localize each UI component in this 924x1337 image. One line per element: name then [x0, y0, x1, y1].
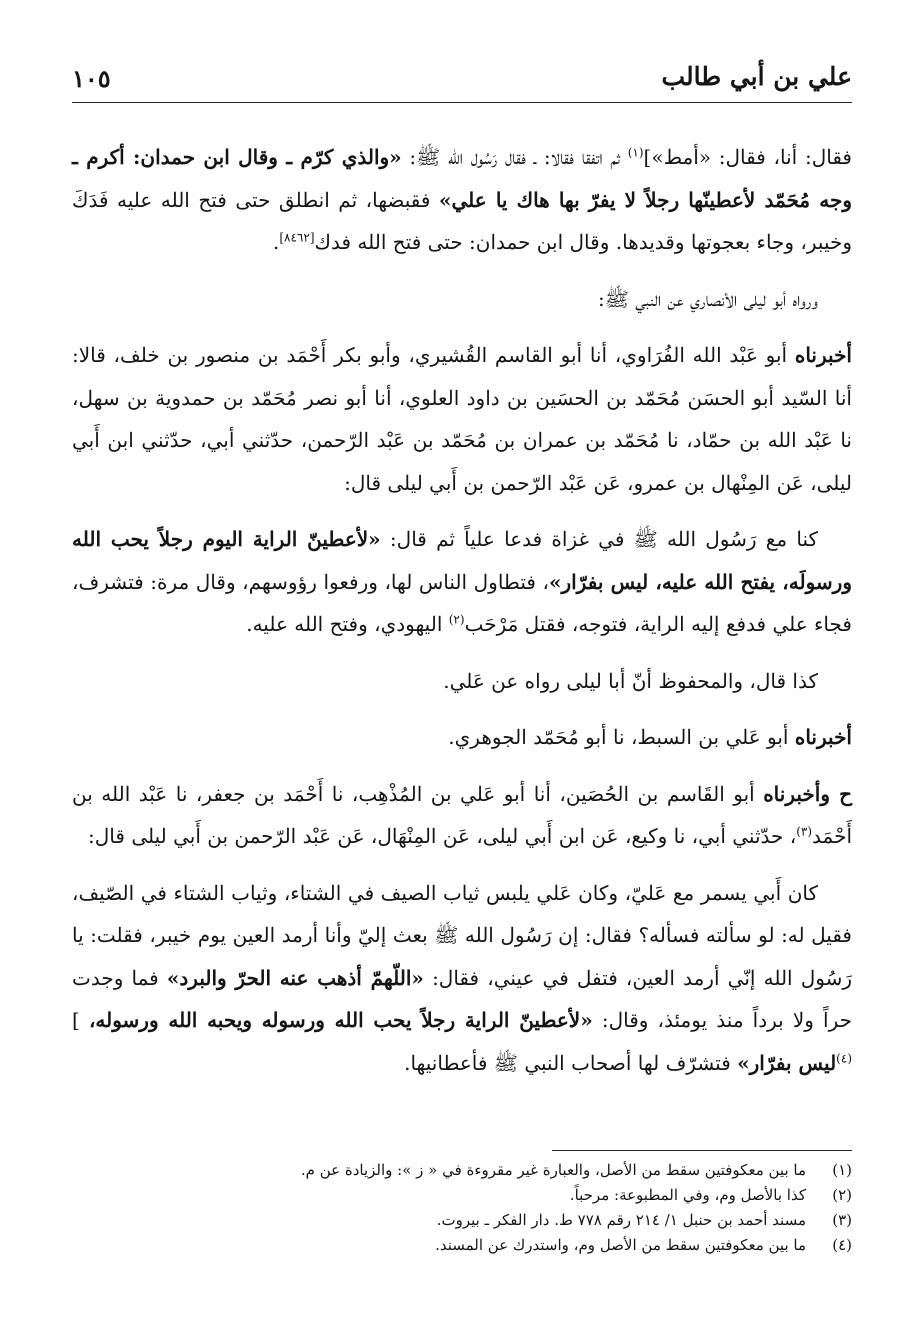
bold-text: «لأعطينّ الراية رجلاً يحب الله ورسوله ويحبه الله ورسوله،: [88, 1008, 593, 1032]
footnote-text: كذا بالأصل وم، وفي المطبوعة: مرحباً.: [569, 1186, 806, 1204]
footnote: [72, 1233, 852, 1258]
paragraph: [72, 716, 852, 759]
text-segment: ورواه أبو ليلى الأنصاري عن النبي ﷺ:: [598, 286, 818, 311]
footnote: [72, 1183, 852, 1208]
text-segment: كنا مع رَسُول الله ﷺ في غزاة فدعا علياً ثم قال:: [380, 527, 818, 551]
paragraph: [72, 334, 852, 504]
footnote-marker: (١): [627, 145, 644, 160]
bold-text: أخبرناه: [794, 725, 852, 749]
paragraph: [72, 136, 852, 264]
bold-text: أخبرناه: [794, 343, 852, 367]
text-segment: فقال: أنا، فقال: «أمط»]: [643, 145, 852, 169]
bold-text: ح وأخبرناه: [763, 781, 852, 806]
bold-text: ليس بفرّار»: [737, 1050, 837, 1075]
text-segment: ، فتطاول الناس لها، ورفعوا رؤوسهم، وقال مرة: فتشرف، فجاء علي فدفع إليه الراية، فتوجه، فقتل مَرْحَب: [72, 569, 852, 636]
paragraph: [72, 660, 852, 703]
text-segment: فما وجدت حراً ولا برداً منذ يومئذ، وقال:: [72, 965, 853, 1032]
footnote: [72, 1158, 852, 1183]
footnote-marker: (٤): [836, 1050, 852, 1065]
text-segment: ]: [72, 1008, 89, 1032]
footnote-text: ما بين معكوفتين سقط من الأصل وم، واستدرك عن المسند.: [435, 1236, 806, 1254]
text-segment: اليهودي، وفتح الله عليه.: [246, 612, 449, 636]
text-segment: كان أَبي يسمر مع عَليّ، وكان عَلي يلبس ثياب الصيف في الشتاء، وثياب الشتاء في الصّيف، فقيل له: لو سألته فسأله؟ فقال: إن رَسُول الله ﷺ بعث إليّ وأنا أرمد العين يوم خيبر، فقلت: يا رَسُول الله إنّي أرمد العين، فتفل في عيني، فقال:: [72, 880, 853, 990]
footnote-number: (٣): [832, 1211, 852, 1229]
text-segment: ثم اتفقا فقالا: ـ فقال رَسُول الله ﷺ:: [401, 145, 628, 169]
bold-text: «لأعطينّ الراية اليوم رجلاً يحب الله ورسولَه، يفتح الله عليه، ليس بفرّار»: [72, 527, 852, 594]
paragraph: [72, 278, 852, 321]
footnote-marker: [٨٤٦٢]: [279, 230, 315, 245]
text-segment: ، حدّثني أبي، نا وكيع، عَن ابن أَبي ليلى، عَن المِنْهَال، عَن عَبْد الرّحمن بن أَبي ليلى قال:: [88, 824, 797, 848]
footnote-number: (١): [832, 1161, 852, 1179]
text-segment: أبو عَلي بن السبط، نا أبو مُحَمّد الجوهري.: [448, 725, 795, 749]
text-segment: .: [272, 230, 280, 254]
bold-text: «والذي كرّم ـ وقال ابن حمدان: أكرم ـ وجه مُحَمّد لأعطينّها رجلاً لا يفرّ بها هاك يا علي»: [72, 145, 852, 212]
footnote-text: ما بين معكوفتين سقط من الأصل، والعبارة غير مقروءة في « ز »: والزيادة عن م.: [300, 1161, 806, 1179]
bold-text: «اللّهمّ أذهب عنه الحرّ والبرد»: [166, 965, 424, 990]
footnote-number: (٢): [832, 1186, 852, 1204]
page-number: ١٠٥: [72, 64, 111, 93]
text-segment: كذا قال، والمحفوظ أنّ أبا ليلى رواه عن عَلي.: [443, 668, 818, 693]
running-header: [72, 62, 852, 103]
footnote-divider: [552, 1150, 852, 1151]
footnote-marker: (٣): [796, 824, 813, 839]
text-segment: فقبضها، ثم انطلق حتى فتح الله عليه فَدَكَ وخيبر، وجاء بعجوتها وقديدها. وقال ابن حمدان: حتى فتح الله فدك: [72, 187, 852, 254]
text-segment: أبو عَبْد الله الفُرَاوي، أنا أبو القاسم القُشيري، وأبو بكر أَحْمَد بن منصور بن خلف، قالا: أنا السّيد أبو الحسَن مُحَمّد بن الحسَين بن داود العلوي، أنا أبو نصر مُحَمّد بن حمدوية بن سهل، نا عَبْد الله بن حمّاد، نا مُحَمّد بن عمران بن مُحَمّد بن عَبْد الرّحمن، حدّثني أبي، حدّثني ابن أَبي ليلى، عَن المِنْهال بن عمرو، عَن عَبْد الرّحمن بن أَبي ليلى قال:: [72, 343, 852, 495]
text-segment: فتشرّف لها أصحاب النبي ﷺ فأعطانيها.: [404, 1050, 738, 1075]
book-title: علي بن أبي طالب: [661, 62, 852, 91]
footnote: [72, 1208, 852, 1233]
main-text: [72, 136, 852, 1084]
footnote-marker: (٢): [448, 612, 465, 627]
text-segment: أبو القَاسم بن الحُصَين، أنا أبو عَلي بن المُذْهِب، نا أَحْمَد بن جعفر، نا عَبْد الله بن أَحْمَد: [72, 781, 852, 848]
footnote-text: مسند أحمد بن حنبل ١/ ٢١٤ رقم ٧٧٨ ط. دار الفكر ـ بيروت.: [436, 1211, 806, 1229]
footnotes: [72, 1158, 852, 1258]
paragraph: [72, 773, 852, 858]
paragraph: [72, 518, 852, 646]
paragraph: [72, 872, 852, 1085]
footnote-number: (٤): [832, 1236, 852, 1254]
